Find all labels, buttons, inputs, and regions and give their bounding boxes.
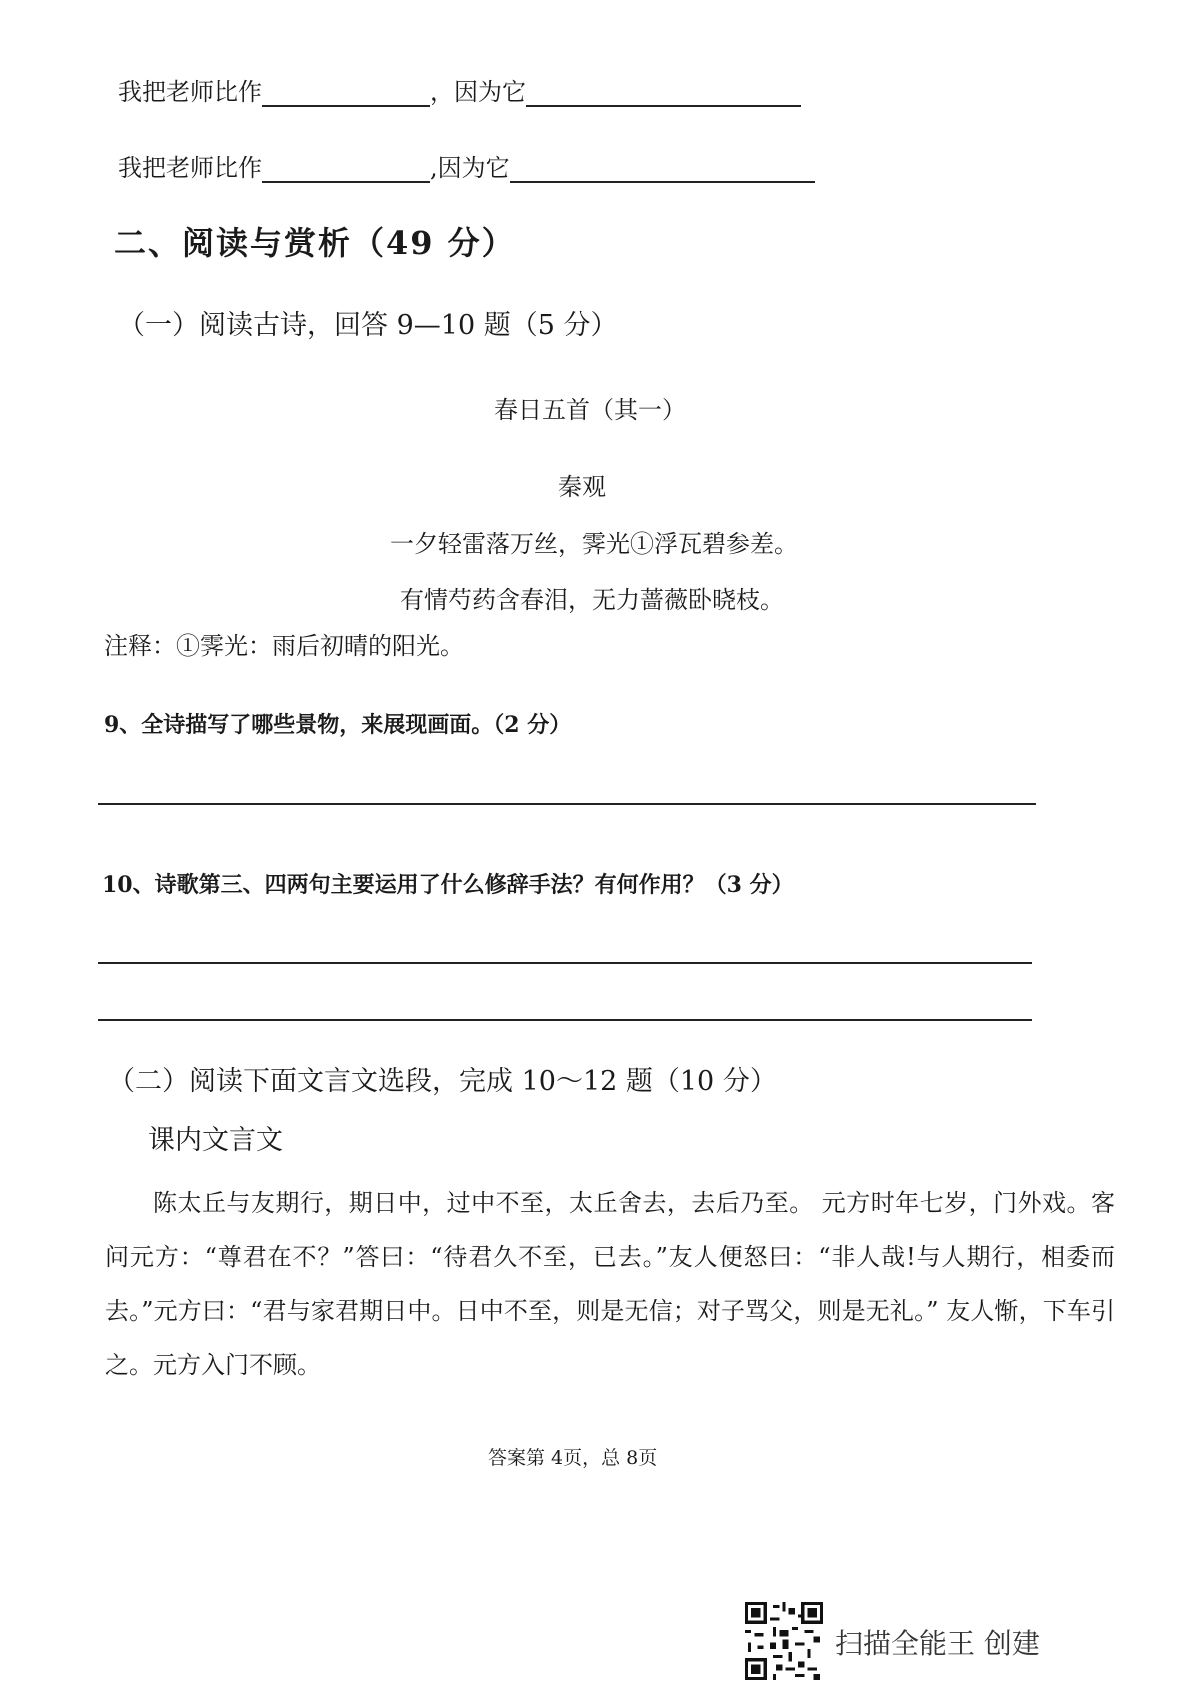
poem-note: 注释：①霁光：雨后初晴的阳光。 <box>104 632 464 660</box>
answer-line[interactable] <box>98 803 1036 805</box>
poem-line-1: 一夕轻雷落万丝，霁光①浮瓦碧参差。 <box>390 530 798 558</box>
question-10: 10、诗歌第三、四两句主要运用了什么修辞手法？有何作用？（3 分） <box>102 872 794 898</box>
section-heading: 二、阅读与赏析（49 分） <box>114 224 516 262</box>
answer-line[interactable] <box>98 1019 1032 1021</box>
page-footer: 答案第 4页，总 8页 <box>488 1447 658 1469</box>
poem-line-2: 有情芍药含春泪，无力蔷薇卧晓枝。 <box>400 586 784 614</box>
classical-passage: 陈太丘与友期行，期日中，过中不至，太丘舍去，去后乃至。 元方时年七岁，门外戏。客问元方：“尊君在不？”答曰：“待君久不至，已去。”友人便怒曰：“非人哉!与人期行，相委而去。”元方曰：“君与家君期日中。日中不至，则是无信；对子骂父，则是无礼。” 友人惭，下车引之。元方入门不顾。 <box>105 1189 1115 1379</box>
part2-subheading: 课内文言文 <box>148 1125 283 1156</box>
fill-row-prefix: 我把老师比作 <box>118 154 262 182</box>
answer-blank[interactable] <box>510 151 815 183</box>
watermark-text: 扫描全能王 创建 <box>835 1627 1040 1660</box>
answer-blank[interactable] <box>262 151 430 183</box>
answer-line[interactable] <box>98 962 1032 964</box>
qr-code-icon <box>745 1602 823 1680</box>
fill-row-separator: ，因为它 <box>430 78 526 106</box>
fill-row-separator: ,因为它 <box>430 154 510 182</box>
fill-row-prefix: 我把老师比作 <box>118 78 262 106</box>
fill-row-1 <box>118 72 801 107</box>
question-9: 9、全诗描写了哪些景物，来展现画面。（2 分） <box>104 712 572 738</box>
fill-row-2 <box>118 148 815 183</box>
poem-title: 春日五首（其一） <box>494 396 686 424</box>
answer-blank[interactable] <box>262 75 430 107</box>
part1-heading: （一）阅读古诗，回答 9—10 题（5 分） <box>118 310 618 341</box>
poem-author: 秦观 <box>558 473 606 501</box>
part2-heading: （二）阅读下面文言文选段，完成 10～12 题（10 分） <box>108 1066 777 1097</box>
answer-blank[interactable] <box>526 75 801 107</box>
